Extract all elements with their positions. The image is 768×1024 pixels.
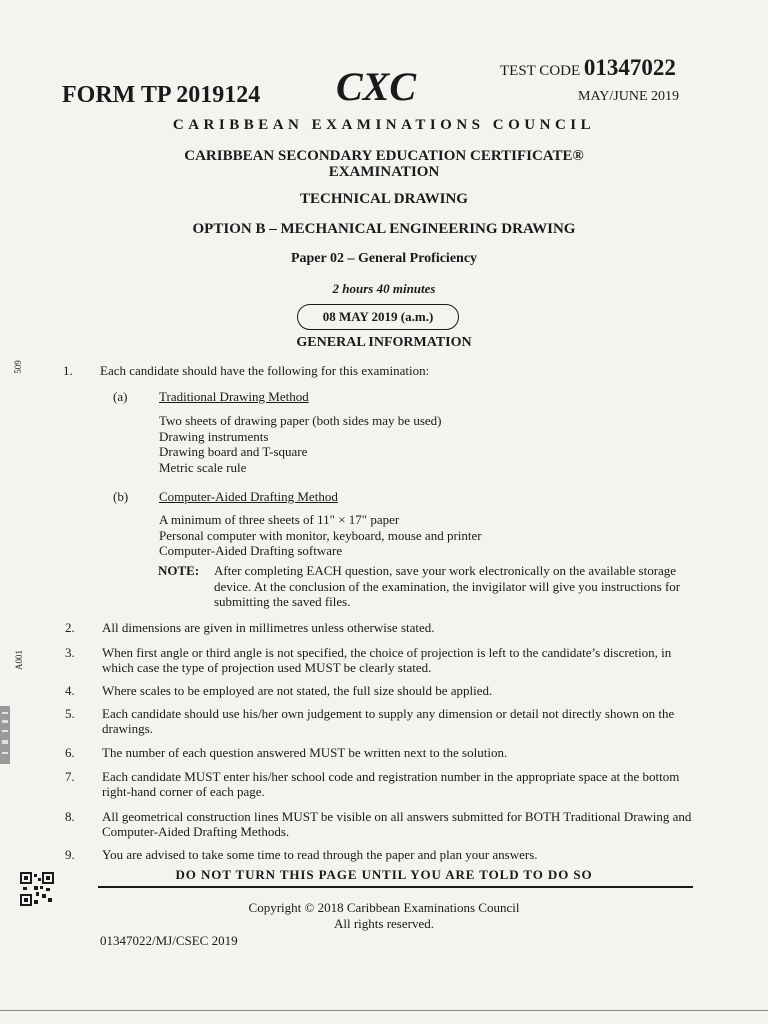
cad-requirements xyxy=(159,512,482,559)
list-item xyxy=(65,809,694,839)
copyright-line-2: All rights reserved. xyxy=(333,916,434,931)
sub-item-title: Traditional Drawing Method xyxy=(159,389,309,404)
item-text: Each candidate should use his/her own judgement to supply any dimension or detail not directly shown on the drawings. xyxy=(102,706,675,736)
list-item xyxy=(65,620,694,635)
item-number: 1. xyxy=(63,363,73,378)
paper-title: Paper 02 – General Proficiency xyxy=(290,251,478,266)
requirement-line: Metric scale rule xyxy=(159,459,247,475)
logo-text: CXC xyxy=(335,64,417,109)
note-label: NOTE: xyxy=(158,563,200,578)
item-number: 9. xyxy=(65,847,75,862)
item-text: You are advised to take some time to read through the paper and plan your answers. xyxy=(102,847,538,862)
item-text: The number of each question answered MUST be written next to the solution. xyxy=(102,745,508,760)
certificate-line-1: CARIBBEAN SECONDARY EDUCATION CERTIFICATE® xyxy=(184,148,584,164)
note-text: After completing EACH question, save your work electronically on the available storage device. At the conclusion of the examination, the invigilator will give you instructions for submitting the saved files. xyxy=(214,563,681,609)
general-info-heading: GENERAL INFORMATION xyxy=(296,335,472,350)
paper-reference: 01347022/MJ/CSEC 2019 xyxy=(100,933,238,948)
subject-title: TECHNICAL DRAWING xyxy=(300,191,468,207)
test-code-label: TEST CODE xyxy=(500,63,581,79)
exam-session: MAY/JUNE 2019 xyxy=(578,89,679,104)
test-code xyxy=(500,55,676,81)
item-text: Each candidate MUST enter his/her school code and registration number in the appropriate space at the bottom right-hand corner of each page. xyxy=(102,769,680,799)
list-item xyxy=(65,683,694,698)
item-text: All geometrical construction lines MUST be visible on all answers submitted for BOTH Traditional Drawing and Computer-Aided Drafting Methods. xyxy=(102,809,692,839)
list-item xyxy=(63,363,700,378)
sub-item-title: Computer-Aided Drafting Method xyxy=(159,489,338,504)
list-item xyxy=(65,847,694,862)
exam-date: 08 MAY 2019 (a.m.) xyxy=(297,304,459,330)
requirement-line: A minimum of three sheets of 11" × 17" paper xyxy=(159,512,400,527)
item-number: 3. xyxy=(65,645,75,660)
side-label-509: 509 xyxy=(12,360,23,374)
copyright xyxy=(0,900,768,932)
list-item xyxy=(65,745,694,760)
requirement-line: Personal computer with monitor, keyboard, mouse and printer xyxy=(159,527,482,543)
test-code-number: 01347022 xyxy=(583,55,676,80)
page-edge xyxy=(0,1010,768,1011)
item-text: All dimensions are given in millimetres unless otherwise stated. xyxy=(102,620,435,635)
traditional-requirements xyxy=(159,413,442,475)
list-item xyxy=(65,706,694,736)
divider xyxy=(98,886,693,888)
sub-item-b xyxy=(113,489,338,504)
item-text: Each candidate should have the following for this examination: xyxy=(100,363,430,378)
warning-text: DO NOT TURN THIS PAGE UNTIL YOU ARE TOLD TO DO SO xyxy=(175,867,593,882)
side-barcode xyxy=(0,706,10,764)
sub-item-a xyxy=(113,389,309,404)
sub-item-label: (a) xyxy=(113,389,128,404)
list-item xyxy=(65,645,694,675)
item-number: 7. xyxy=(65,769,75,784)
requirement-line: Drawing board and T-square xyxy=(159,444,308,459)
item-number: 8. xyxy=(65,809,75,824)
requirement-line: Drawing instruments xyxy=(159,428,269,444)
side-label-a001: A001 xyxy=(14,650,24,670)
item-number: 6. xyxy=(65,745,75,760)
copyright-line-1: Copyright © 2018 Caribbean Examinations Council xyxy=(248,900,520,915)
item-text: When first angle or third angle is not specified, the choice of projection is left to the candidate’s discretion, in which case the type of projection used MUST be clearly stated. xyxy=(102,645,672,675)
form-code: FORM TP 2019124 xyxy=(62,82,261,108)
item-number: 5. xyxy=(65,706,75,721)
item-text: Where scales to be employed are not stated, the full size should be applied. xyxy=(102,683,493,698)
exam-duration: 2 hours 40 minutes xyxy=(332,281,436,296)
certificate-line-2: EXAMINATION xyxy=(328,164,440,180)
item-number: 4. xyxy=(65,683,75,698)
list-item xyxy=(65,769,694,799)
cxc-logo xyxy=(335,58,417,110)
requirement-line: Two sheets of drawing paper (both sides may be used) xyxy=(159,413,442,428)
sub-item-label: (b) xyxy=(113,489,129,504)
certificate-title xyxy=(0,148,768,180)
requirement-line: Computer-Aided Drafting software xyxy=(159,543,343,558)
option-title: OPTION B – MECHANICAL ENGINEERING DRAWING xyxy=(192,221,576,237)
item-number: 2. xyxy=(65,620,75,635)
council-name: CARIBBEAN EXAMINATIONS COUNCIL xyxy=(172,117,596,133)
